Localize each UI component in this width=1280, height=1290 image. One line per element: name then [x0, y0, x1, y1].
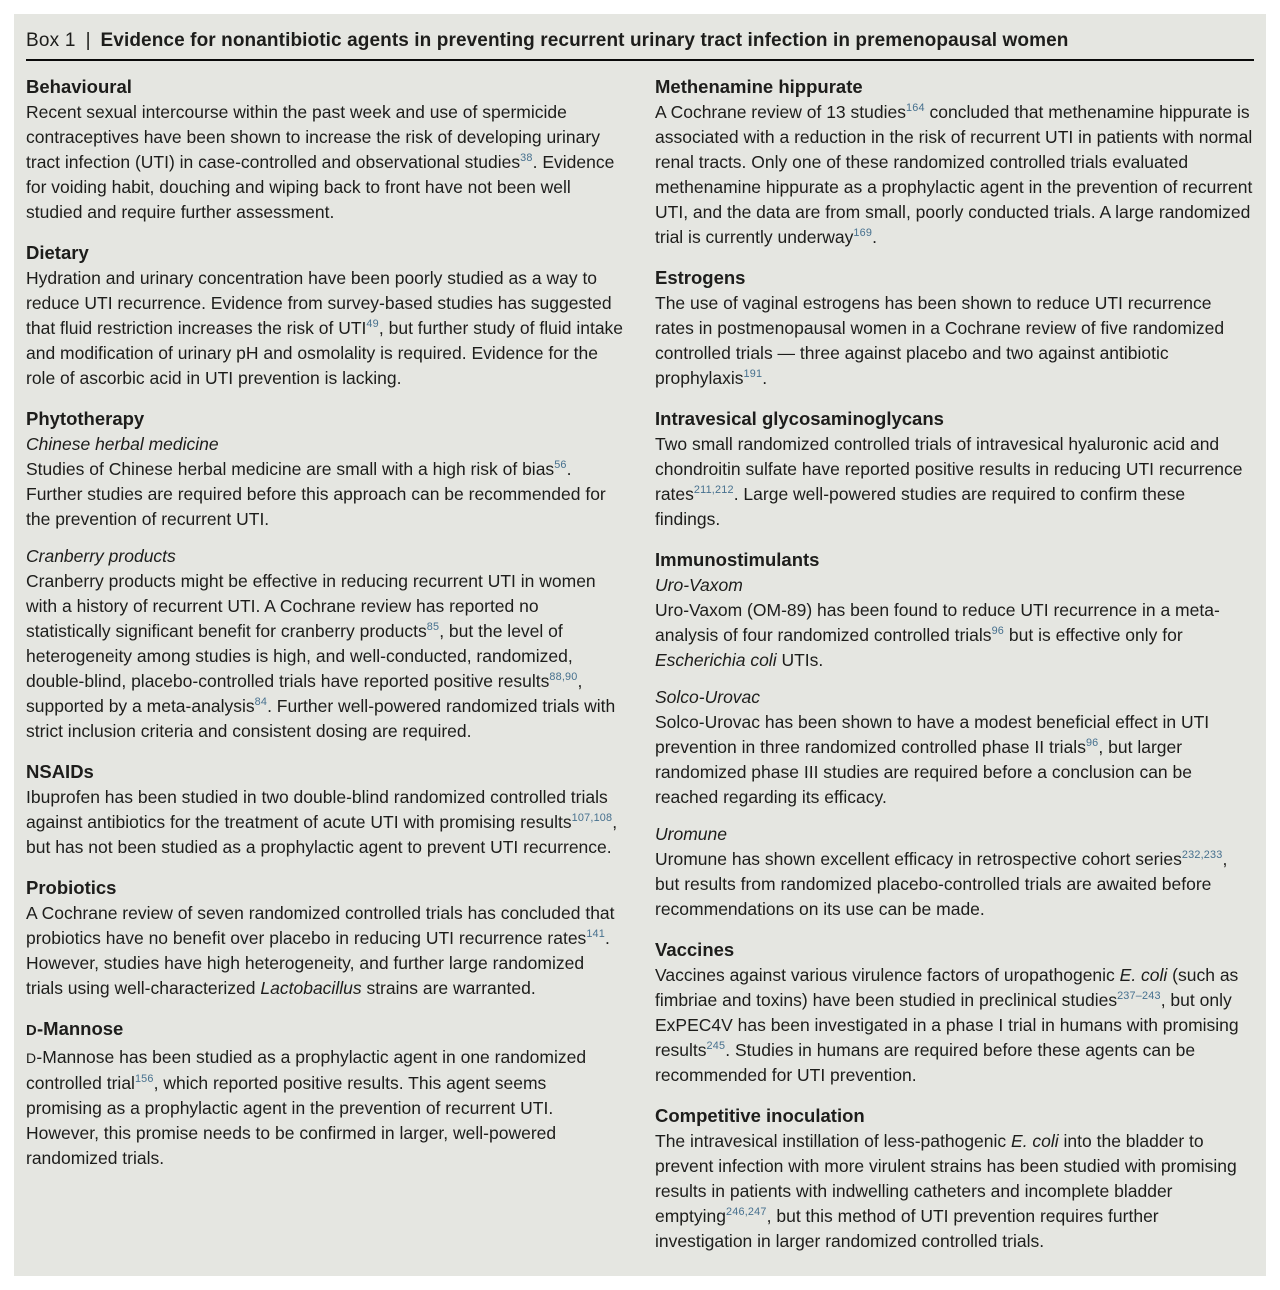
section-nsaids [26, 759, 625, 860]
section-paragraph: A Cochrane review of seven randomized controlled trials has concluded that probiotics have no benefit over placebo in reducing UTI recurrence rates$^{141}$. However, studies have high heterogeneity, and further large randomized trials using well-characterized Lactobacillus strains are warranted. [26, 903, 615, 998]
reference-superscript: 141 [586, 928, 606, 941]
section-paragraph: Cranberry products might be effective in reducing recurrent UTI in women with a history of recurrent UTI. A Cochrane review has reported no statistically significant benefit for cranberry products$^{85}$, but the level of heterogeneity among studies is high, and well-conducted, randomized, double-blind, placebo-controlled trials have reported positive results$^{88,90}$, supported by a meta-analysis$^{84}$. Further well-powered randomized trials with strict inclusion criteria and consistent dosing are required. [26, 571, 616, 741]
subsection-heading-uromune: Uromune [655, 824, 727, 844]
section-vaccines [655, 937, 1254, 1088]
section-paragraph: The use of vaginal estrogens has been shown to reduce UTI recurrence rates in postmenopausal women in a Cochrane review of five randomized controlled trials — three against placebo and two against antibiotic prophylaxis$^{191}$. [655, 293, 1225, 388]
subsection-heading-cranberry-products: Cranberry products [26, 546, 176, 566]
section-intravesical-glycosaminoglycans [655, 406, 1254, 532]
box-title: Evidence for nonantibiotic agents in preventing recurrent urinary tract infection in premenopausal women [100, 30, 1069, 51]
reference-superscript: 211,212 [693, 484, 734, 497]
section-behavioural [26, 74, 625, 225]
reference-superscript: 246,247 [726, 1206, 767, 1219]
subsection-heading-chinese-herbal-medicine: Chinese herbal medicine [26, 434, 219, 454]
reference-superscript: 84 [254, 696, 268, 709]
section-heading: Probiotics [26, 877, 117, 898]
subsection-heading-solco-urovac: Solco-Urovac [655, 687, 761, 707]
reference-superscript: 169 [853, 227, 873, 240]
section-paragraph: A Cochrane review of 13 studies$^{164}$ concluded that methenamine hippurate is associated with a reduction in the risk of recurrent UTI in patients with normal renal tracts. Only one of these randomized controlled trials evaluated methenamine hippurate as a prophylactic agent in the prevention of recurrent UTI, and the data are from small, poorly conducted trials. A large randomized trial is currently underway$^{169}$. [655, 102, 1253, 247]
box-1-panel [14, 14, 1266, 1276]
section-paragraph: Ibuprofen has been studied in two double-blind randomized controlled trials against antibiotics for the treatment of acute UTI with promising results$^{107,108}$, but has not been studied as a prophylactic agent to prevent UTI recurrence. [26, 787, 618, 857]
reference-superscript: 49 [366, 318, 379, 331]
reference-superscript: 85 [426, 621, 440, 634]
section-phytotherapy [26, 406, 625, 744]
box-label: Box 1 [26, 30, 76, 51]
section-heading: Estrogens [655, 267, 746, 288]
left-column [26, 74, 625, 1254]
section-paragraph: Studies of Chinese herbal medicine are small with a high risk of bias$^{56}$. Further studies are required before this approach can be recommended for the prevention of recurrent UTI. [26, 459, 606, 529]
right-column [655, 74, 1254, 1254]
section-paragraph: Uromune has shown excellent efficacy in retrospective cohort series$^{232,233}$, but results from randomized placebo-controlled trials are awaited before recommendations on its use can be made. [655, 849, 1228, 919]
box-header [26, 24, 1254, 52]
section-heading: Behavioural [26, 76, 132, 97]
section-heading: Intravesical glycosaminoglycans [655, 408, 944, 429]
box-label-separator: | [85, 30, 91, 51]
section-heading: Competitive inoculation [655, 1105, 865, 1126]
section-immunostimulants [655, 547, 1254, 922]
reference-superscript: 237–243 [1117, 990, 1161, 1003]
section-paragraph: Solco-Urovac has been shown to have a modest beneficial effect in UTI prevention in three randomized controlled phase II trials$^{96}$, but larger randomized phase III studies are required before a conclusion can be reached regarding its efficacy. [655, 712, 1210, 807]
section-paragraph: The intravesical instillation of less-pathogenic E. coli into the bladder to prevent infection with more virulent strains has been studied with promising results in patients with indwelling catheters and incomplete bladder emptying$^{246,247}$, but this method of UTI prevention requires further investigation in larger randomized controlled trials. [655, 1131, 1237, 1251]
section-paragraph: Vaccines against various virulence factors of uropathogenic E. coli (such as fimbriae and toxins) have been studied in preclinical studies$^{237-243}$, but only ExPEC4V has been investigated in a phase I trial in humans with promising results$^{245}$. Studies in humans are required before these agents can be recommended for UTI prevention. [655, 965, 1239, 1085]
section-heading: Methenamine hippurate [655, 76, 863, 97]
reference-superscript: 107,108 [571, 812, 613, 825]
reference-superscript: 156 [134, 1073, 154, 1086]
section-paragraph: Uro-Vaxom (OM-89) has been found to reduce UTI recurrence in a meta-analysis of four randomized controlled trials$^{96}$ but is effective only for Escherichia coli UTIs. [655, 600, 1220, 670]
reference-superscript: 96 [991, 625, 1005, 638]
section-heading: Dietary [26, 242, 89, 263]
section-competitive-inoculation [655, 1103, 1254, 1254]
subsection-heading-uro-vaxom: Uro-Vaxom [655, 575, 743, 595]
section-heading: D-Mannose [26, 1018, 124, 1039]
reference-superscript: 88,90 [549, 671, 578, 684]
reference-superscript: 191 [743, 368, 763, 381]
section-heading: NSAIDs [26, 761, 94, 782]
section-paragraph: Recent sexual intercourse within the past week and use of spermicide contraceptives have been shown to increase the risk of developing urinary tract infection (UTI) in case-controlled and observational studies$^{38}$. Evidence for voiding habit, douching and wiping back to front have not been well studied and require further assessment. [26, 102, 615, 222]
section-methenamine-hippurate [655, 74, 1254, 250]
reference-superscript: 164 [905, 102, 925, 115]
section-estrogens [655, 265, 1254, 391]
section-probiotics [26, 875, 625, 1001]
section-d-mannose [26, 1016, 625, 1171]
reference-superscript: 96 [1085, 737, 1099, 750]
section-heading: Immunostimulants [655, 549, 820, 570]
section-heading: Phytotherapy [26, 408, 145, 429]
section-paragraph: Two small randomized controlled trials of intravesical hyaluronic acid and chondroitin sulfate have reported positive results in reducing UTI recurrence rates$^{211,212}$. Large well-powered studies are required to confirm these findings. [655, 434, 1243, 529]
reference-superscript: 245 [706, 1040, 726, 1053]
reference-superscript: 232,233 [1181, 849, 1223, 862]
reference-superscript: 38 [520, 152, 533, 165]
section-paragraph: Hydration and urinary concentration have been poorly studied as a way to reduce UTI recurrence. Evidence from survey-based studies has suggested that fluid restriction increases the risk of UTI$^{49}$, but further study of fluid intake and modification of urinary pH and osmolality is required. Evidence for the role of ascorbic acid in UTI prevention is lacking. [26, 268, 624, 388]
section-paragraph: D-Mannose has been studied as a prophylactic agent in one randomized controlled trial$^{156}$, which reported positive results. This agent seems promising as a prophylactic agent in the prevention of recurrent UTI. However, this promise needs to be confirmed in larger, well-powered randomized trials. [26, 1047, 587, 1168]
box-columns [26, 61, 1254, 1254]
section-heading: Vaccines [655, 939, 735, 960]
section-dietary [26, 240, 625, 391]
reference-superscript: 56 [554, 459, 567, 472]
